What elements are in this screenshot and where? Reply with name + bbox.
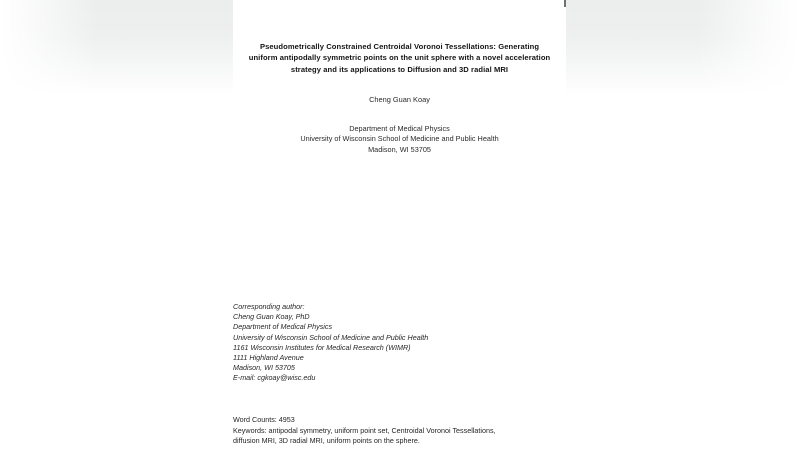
corresponding-author-line-2: Cheng Guan Koay, PhD [233,312,310,322]
author-name: Cheng Guan Koay [369,95,430,104]
footer-block [233,415,578,447]
corresponding-author-line-3: Department of Medical Physics [233,322,333,332]
corresponding-author-email: E-mail: cgkoay@wisc.edu [233,373,316,383]
affiliation-line-2: University of Wisconsin School of Medicine and Public Health [300,134,499,144]
corresponding-author-line-6: 1111 Highland Avenue [233,353,304,363]
page-content [233,0,566,450]
document-page [233,0,566,450]
page-title-line-3: strategy and its applications to Diffusion and 3D radial MRI [290,64,509,74]
viewer-gutter-right [566,0,800,96]
page-title-line-2: uniform antipodally symmetric points on the unit sphere with a novel acceleration [248,53,551,63]
corresponding-author-line-1: Corresponding author: [233,302,305,311]
viewer-gutter-left [0,0,233,96]
page-edge-marker [564,0,566,7]
affiliation-line-1: Department of Medical Physics [349,124,450,133]
corresponding-author-line-7: Madison, WI 53705 [233,363,295,373]
corresponding-author-block [233,302,566,384]
page-title-line-1: Pseudometrically Constrained Centroidal Voronoi Tessellations: Generating [259,42,540,51]
corresponding-author-line-5: 1161 Wisconsin Institutes for Medical Research (WIMR) [233,342,411,352]
affiliation-line-3: Madison, WI 53705 [368,144,431,154]
corresponding-author-line-4: University of Wisconsin School of Medicine and Public Health [233,332,429,342]
word-count-line: Word Counts: 4953 [233,415,295,424]
affiliation-block [229,124,570,155]
page-title [229,41,570,75]
keywords-line-1: Keywords: antipodal symmetry, uniform point set, Centroidal Voronoi Tessellations, [233,426,496,436]
keywords-line-2: diffusion MRI, 3D radial MRI, uniform points on the sphere. [233,436,420,446]
